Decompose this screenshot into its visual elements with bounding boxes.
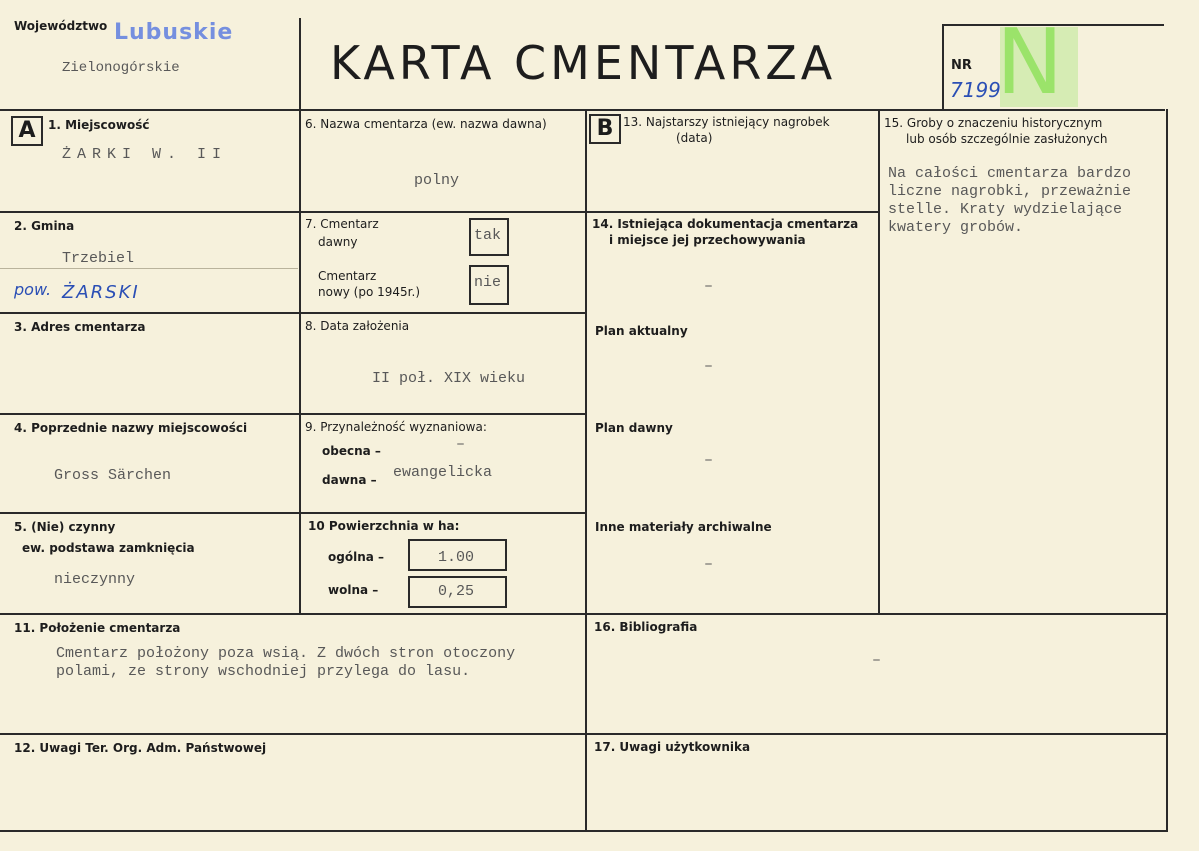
grid-line-bottom <box>0 830 1168 832</box>
field13-sublabel: (data) <box>676 131 713 145</box>
field14-plan-dawny-label: Plan dawny <box>595 421 673 435</box>
field3-label: 3. Adres cmentarza <box>14 320 146 334</box>
nr-value: 7199 <box>950 78 1001 102</box>
grid-col2 <box>585 109 587 830</box>
field4-value: Gross Särchen <box>54 467 172 484</box>
field9-dawna-label: dawna – <box>322 473 377 487</box>
field6-value: polny <box>414 172 460 189</box>
field15-sublabel: lub osób szczególnie zasłużonych <box>906 132 1108 146</box>
field7-new-label-2: nowy (po 1945r.) <box>318 285 420 299</box>
grid-line-row2-mid <box>585 211 879 213</box>
field14-inne-value: – <box>704 556 714 573</box>
nr-box-left <box>942 24 944 110</box>
field15-line4: kwatery grobów. <box>888 219 1024 236</box>
field14-sublabel: i miejsce jej przechowywania <box>609 233 806 247</box>
field7-old-label-2: dawny <box>318 235 358 249</box>
field2-label: 2. Gmina <box>14 219 75 233</box>
field9-obecna-label: obecna – <box>322 444 381 458</box>
grid-line-row4 <box>0 413 585 415</box>
field15-label: 15. Groby o znaczeniu historycznym <box>884 116 1103 130</box>
field15-line3: stelle. Kraty wydzielające <box>888 201 1123 218</box>
field7-old-label-1: 7. Cmentarz <box>305 217 379 231</box>
field11-label: 11. Położenie cmentarza <box>14 621 181 635</box>
field16-value: – <box>872 652 882 669</box>
field9-label: 9. Przynależność wyznaniowa: <box>305 420 487 434</box>
field14-plan-aktualny-value: – <box>704 358 714 375</box>
field16-label: 16. Bibliografia <box>594 620 698 634</box>
field11-line1: Cmentarz położony poza wsią. Z dwóch stron otoczony <box>56 645 516 662</box>
grid-line-row6 <box>0 613 1168 615</box>
field14-plan-aktualny-label: Plan aktualny <box>595 324 688 338</box>
field11-line2: polami, ze strony wschodniej przylega do lasu. <box>56 663 471 680</box>
field2-value: Trzebiel <box>62 250 135 267</box>
nr-label: NR <box>951 58 972 73</box>
wojewodztwo-label: Województwo <box>14 19 108 33</box>
field7-old-value: tak <box>474 227 502 244</box>
field6-label: 6. Nazwa cmentarza (ew. nazwa dawna) <box>305 117 547 131</box>
field8-value: II poł. XIX wieku <box>372 370 526 387</box>
field12-label: 12. Uwagi Ter. Org. Adm. Państwowej <box>14 741 267 755</box>
grid-col3 <box>878 109 880 613</box>
field9-obecna-value: – <box>456 436 466 453</box>
field1-value: ŻARKI W. II <box>62 146 228 163</box>
nr-box-top <box>942 24 1164 26</box>
field2-pow-label: pow. <box>14 280 52 299</box>
header-divider-left <box>299 18 301 110</box>
field14-label: 14. Istniejąca dokumentacja cmentarza <box>592 217 859 231</box>
page-title: KARTA CMENTARZA <box>330 36 837 90</box>
field10-wolna-value: 0,25 <box>438 583 475 600</box>
field14-plan-dawny-value: – <box>704 452 714 469</box>
field15-line1: Na całości cmentarza bardzo <box>888 165 1132 182</box>
field7-new-value: nie <box>474 274 502 291</box>
grid-top-line <box>0 109 1165 111</box>
nr-stamp-letter: N <box>996 10 1064 115</box>
field7-new-label-1: Cmentarz <box>318 269 377 283</box>
wojewodztwo-old: Zielonogórskie <box>62 60 180 76</box>
wojewodztwo-stamp: Lubuskie <box>114 20 234 45</box>
grid-right <box>1166 109 1168 830</box>
grid-line-row7 <box>0 733 1168 735</box>
grid-line-row2-left <box>0 211 585 213</box>
field14-inne-label: Inne materiały archiwalne <box>595 520 772 534</box>
field5-label: 5. (Nie) czynny <box>14 520 116 534</box>
field15-line2: liczne nagrobki, przeważnie <box>888 183 1132 200</box>
field10-ogolna-label: ogólna – <box>328 550 385 564</box>
section-a-marker: A <box>11 116 43 146</box>
field14-value: – <box>704 278 714 295</box>
field10-ogolna-value: 1.00 <box>438 549 475 566</box>
field10-label: 10 Powierzchnia w ha: <box>308 519 460 533</box>
grid-line-row5 <box>0 512 585 514</box>
field2-pow-value: ŻARSKI <box>62 282 140 303</box>
field1-label: 1. Miejscowość <box>48 118 150 132</box>
field10-wolna-label: wolna – <box>328 583 379 597</box>
field4-label: 4. Poprzednie nazwy miejscowości <box>14 421 248 435</box>
field5-value: nieczynny <box>54 571 136 588</box>
section-b-marker: B <box>589 114 621 144</box>
field17-label: 17. Uwagi użytkownika <box>594 740 751 754</box>
field9-dawna-value: ewangelicka <box>393 464 493 481</box>
field8-label: 8. Data założenia <box>305 319 410 333</box>
field13-label: 13. Najstarszy istniejący nagrobek <box>623 115 830 129</box>
field2-faded-line <box>0 268 298 269</box>
grid-line-row3 <box>0 312 585 314</box>
field5-sublabel: ew. podstawa zamknięcia <box>22 541 195 555</box>
grid-col1 <box>299 109 301 613</box>
